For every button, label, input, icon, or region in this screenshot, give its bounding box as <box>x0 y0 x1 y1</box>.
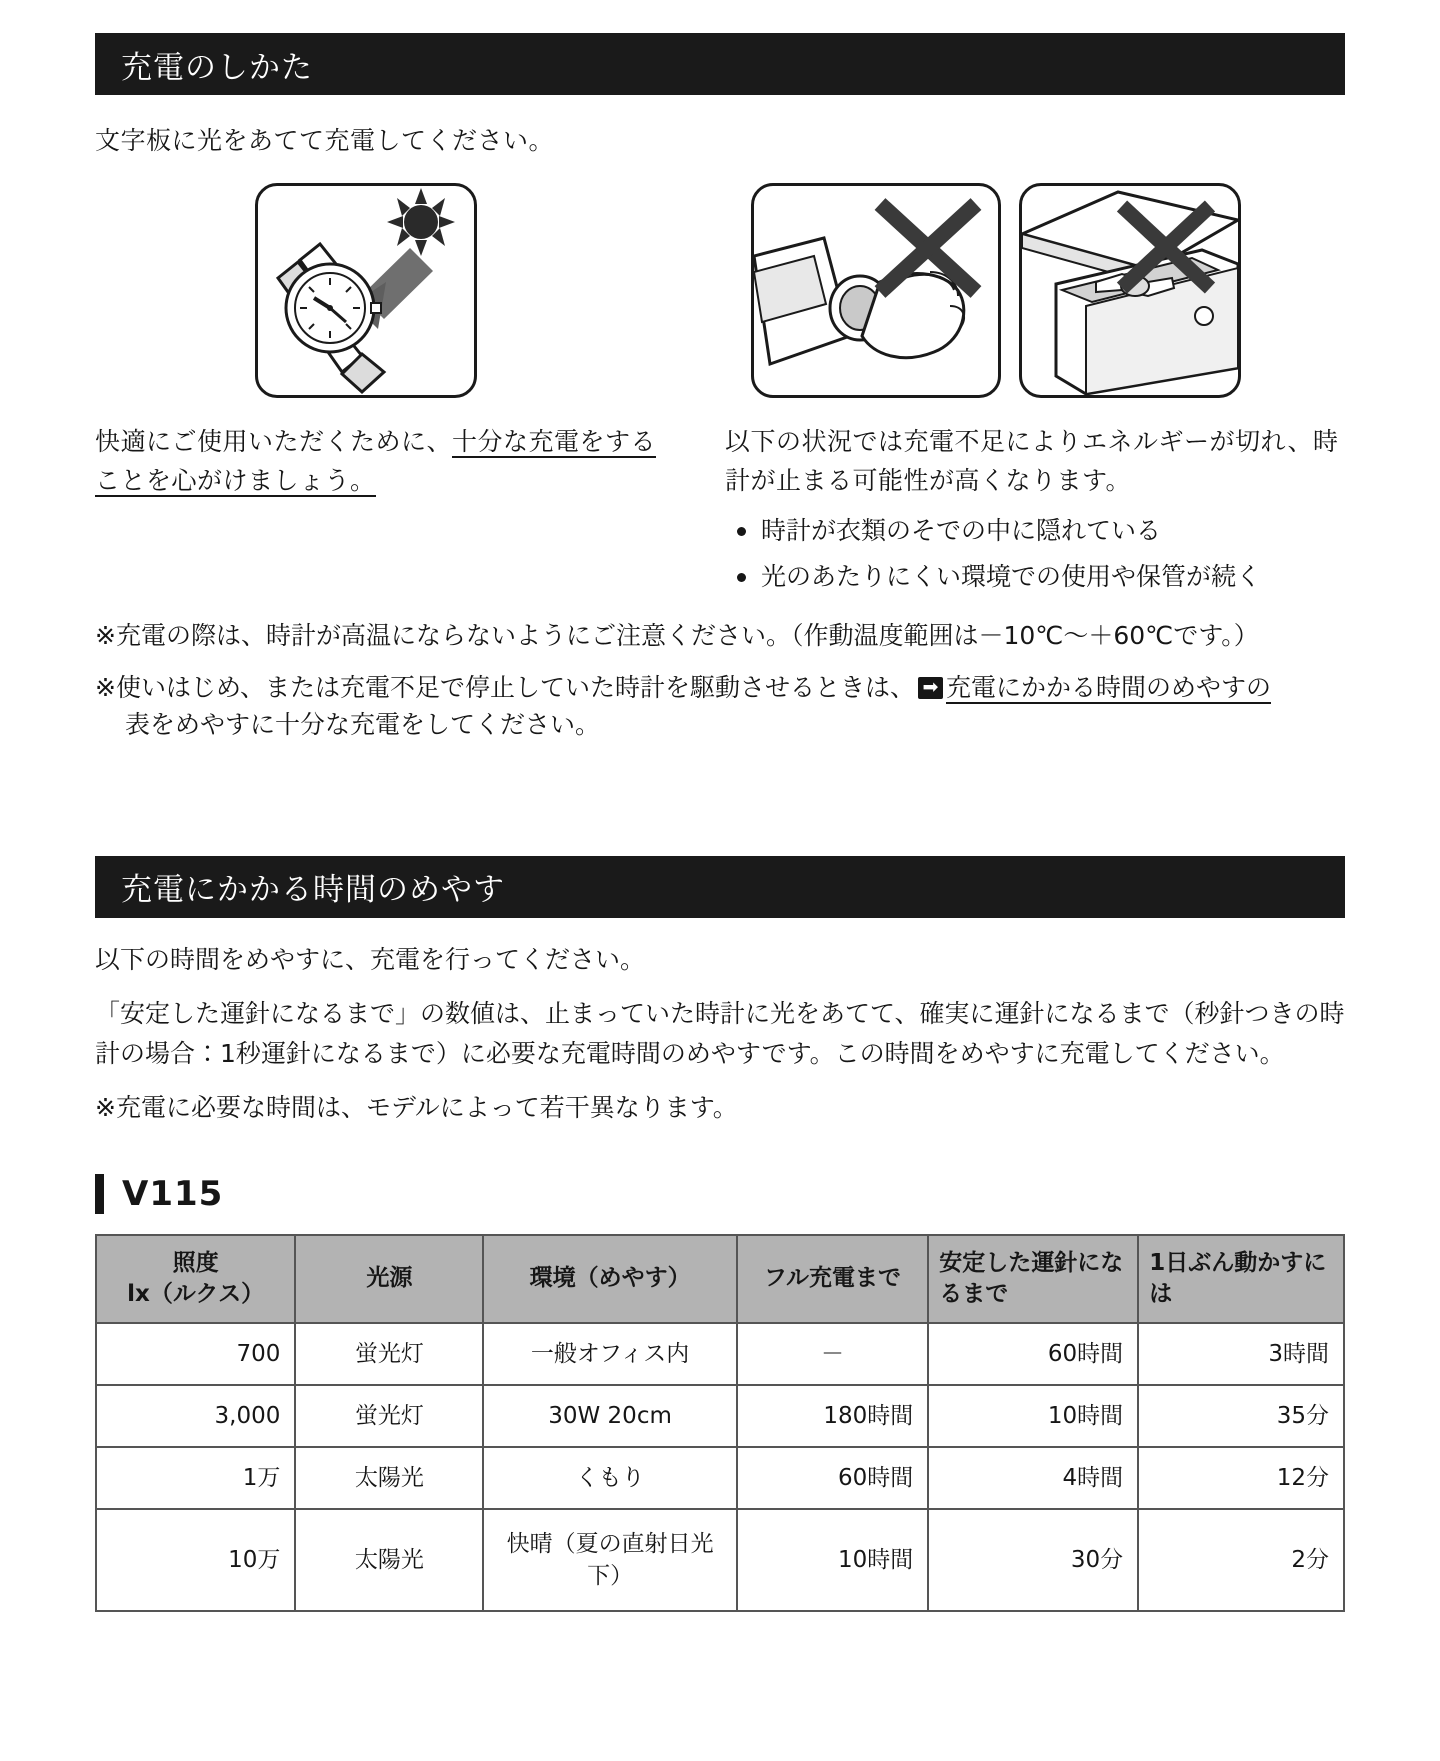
cell-light-source: 太陽光 <box>295 1509 483 1611</box>
table-header-illuminance: 照度 lx（ルクス） <box>96 1235 295 1323</box>
section-header-charge-time <box>95 856 1345 918</box>
model-name: V115 <box>122 1173 224 1214</box>
table-header-full-charge: フル充電まで <box>737 1235 929 1323</box>
cell-one-day: 3時間 <box>1138 1323 1344 1385</box>
charging-risk-bullet-list <box>725 512 1345 595</box>
charging-right-paragraph: 以下の状況では充電不足によりエネルギーが切れ、時計が止まる可能性が高くなります。 <box>725 426 1339 495</box>
cell-one-day: 35分 <box>1138 1385 1344 1447</box>
table-header-row <box>96 1235 1344 1323</box>
cell-one-day: 2分 <box>1138 1509 1344 1611</box>
drawer-illustration-svg <box>1022 186 1238 395</box>
charging-left-text-underlined-2: ことを心がけましょう。 <box>95 465 376 495</box>
charging-note-temperature: ※充電の際は、時計が高温にならないようにご注意ください。（作動温度範囲は－10℃～＋60℃です。） <box>95 621 1259 651</box>
watch-under-sunlight-illustration <box>255 183 477 398</box>
cell-light-source: 蛍光灯 <box>295 1385 483 1447</box>
watch-stored-in-drawer-illustration <box>1019 183 1241 398</box>
cell-stable-movement: 60時間 <box>928 1323 1138 1385</box>
list-item: 時計が衣類のそでの中に隠れている <box>725 512 1345 550</box>
cell-illuminance: 10万 <box>96 1509 295 1611</box>
table-row <box>96 1385 1344 1447</box>
cell-illuminance: 1万 <box>96 1447 295 1509</box>
list-item: 光のあたりにくい環境での使用や保管が続く <box>725 558 1345 596</box>
section-header-charging <box>95 33 1345 95</box>
charging-left-column <box>95 423 695 604</box>
table-header-stable-movement: 安定した運針にな るまで <box>928 1235 1138 1323</box>
model-heading <box>95 1174 1345 1214</box>
charging-text-columns <box>95 423 1345 604</box>
charging-note-reference <box>95 669 1345 744</box>
cell-full-charge: 180時間 <box>737 1385 929 1447</box>
charging-note-reference-after: 表をめやすに十分な充電をしてください。 <box>125 710 601 740</box>
cell-environment: 一般オフィス内 <box>483 1323 736 1385</box>
cell-stable-movement: 30分 <box>928 1509 1138 1611</box>
charge-time-table <box>95 1234 1345 1613</box>
charging-left-text-underlined: 十分な充電をする <box>452 426 657 456</box>
manual-page <box>0 33 1440 1761</box>
table-row <box>96 1447 1344 1509</box>
charge-time-paragraph-2: 「安定した運針になるまで」の数値は、止まっていた時計に光をあてて、確実に運針になるまで（秒針つきの時計の場合：1秒運針になるまで）に必要な充電時間のめやすです。この時間をめやすに充電してください。 <box>95 998 1345 1068</box>
arrow-right-icon: ➡ <box>918 677 943 699</box>
table-header-one-day: 1日ぶん動かすに は <box>1138 1235 1344 1323</box>
sunlight-illustration-svg <box>258 186 474 395</box>
table-header-light-source: 光源 <box>295 1235 483 1323</box>
charging-note-reference-before: ※使いはじめ、または充電不足で停止していた時計を駆動させるときは、 <box>95 672 915 702</box>
section-charge-time <box>95 856 1345 1613</box>
table-row <box>96 1323 1344 1385</box>
section-title-charging: 充電のしかた <box>121 49 313 86</box>
charging-left-paragraph <box>95 423 695 501</box>
charge-time-paragraph-1: 以下の時間をめやすに、充電を行ってください。 <box>95 944 646 974</box>
cell-illuminance: 700 <box>96 1323 295 1385</box>
cell-environment: 快晴（夏の直射日光下） <box>483 1509 736 1611</box>
charging-left-text-part1: 快適にご使用いただくために、 <box>95 426 453 456</box>
cell-environment: 30W 20cm <box>483 1385 736 1447</box>
cell-light-source: 蛍光灯 <box>295 1323 483 1385</box>
cell-full-charge: 10時間 <box>737 1509 929 1611</box>
watch-hidden-under-sleeve-illustration <box>751 183 1001 398</box>
cell-stable-movement: 4時間 <box>928 1447 1138 1509</box>
table-header-environment: 環境（めやす） <box>483 1235 736 1323</box>
illustration-row <box>95 183 1345 405</box>
charging-intro-text: 文字板に光をあてて充電してください。 <box>95 126 555 155</box>
section-title-charge-time: 充電にかかる時間のめやす <box>121 872 505 909</box>
cell-one-day: 12分 <box>1138 1447 1344 1509</box>
charging-right-column <box>725 423 1345 604</box>
cell-full-charge: － <box>737 1323 929 1385</box>
cell-light-source: 太陽光 <box>295 1447 483 1509</box>
cell-stable-movement: 10時間 <box>928 1385 1138 1447</box>
table-row <box>96 1509 1344 1611</box>
cell-environment: くもり <box>483 1447 736 1509</box>
model-heading-marker <box>95 1174 104 1214</box>
cell-full-charge: 60時間 <box>737 1447 929 1509</box>
sleeve-illustration-svg <box>754 186 998 395</box>
charging-note-reference-link[interactable]: 充電にかかる時間のめやすの <box>945 672 1271 702</box>
cell-illuminance: 3,000 <box>96 1385 295 1447</box>
charge-time-paragraph-3: ※充電に必要な時間は、モデルによって若干異なります。 <box>95 1092 738 1122</box>
